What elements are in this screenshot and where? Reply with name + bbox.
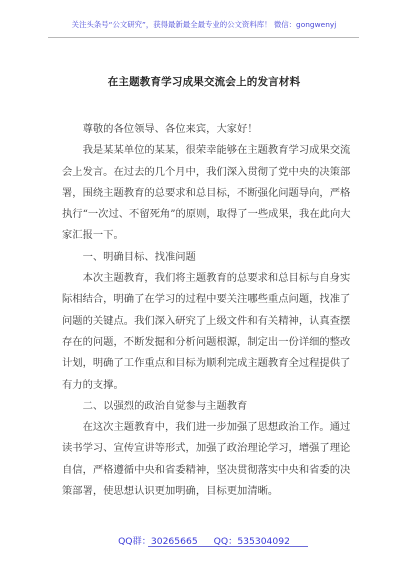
greeting-paragraph: 尊敬的各位领导、各位来宾，大家好！ [82,123,258,135]
footer-contact [0,533,408,547]
header-banner: 关注头条号“公文研究”，获得最新最全最专业的公文资料库！ 微信：gongwenyj [71,20,337,29]
qq-group-text: QQ群：30265665 [118,536,198,547]
document-body [62,119,352,502]
section-paragraph-1: 本次主题教育，我们将主题教育的总要求和总目标与自身实际相结合，明确了在学习的过程中要关注哪些重点问题，找准了问题的关键点。我们深入研究了上级文件和有关精神，认真查摆存在的问题，不断发掘和分析问题根源，制定出一份详细的整改计划，明确了工作重点和目标为顺利完成主题教育全过程提供了有力的支撑。 [62,272,351,391]
intro-paragraph: 我是某某单位的某某，很荣幸能够在主题教育学习成果交流会上发言。在过去的几个月中，我们深入贯彻了党中央的决策部署，围绕主题教育的总要求和总目标，不断强化问题导向，严格执行“一次过、不留死角”的原则，取得了一些成果，我在此向大家汇报一下。 [62,144,351,242]
document-title: 在主题教育学习成果交流会上的发言材料 [107,76,301,88]
footer-underline [148,546,308,547]
section-heading-2: 二、以强烈的政治自觉参与主题教育 [82,399,248,412]
header-divider [48,37,359,38]
qq-number-text: QQ：535304092 [213,536,290,547]
section-paragraph-2: 在这次主题教育中，我们进一步加强了思想政治工作。通过读书学习、宣传宣讲等形式，加强了政治理论学习，增强了理论自信，严格遵循中央和省委精神，坚决贯彻落实中央和省委的决策部署，使思想认识更加明确，目标更加清晰。 [62,421,351,498]
section-heading-1: 一、明确目标、找准问题 [82,250,196,263]
